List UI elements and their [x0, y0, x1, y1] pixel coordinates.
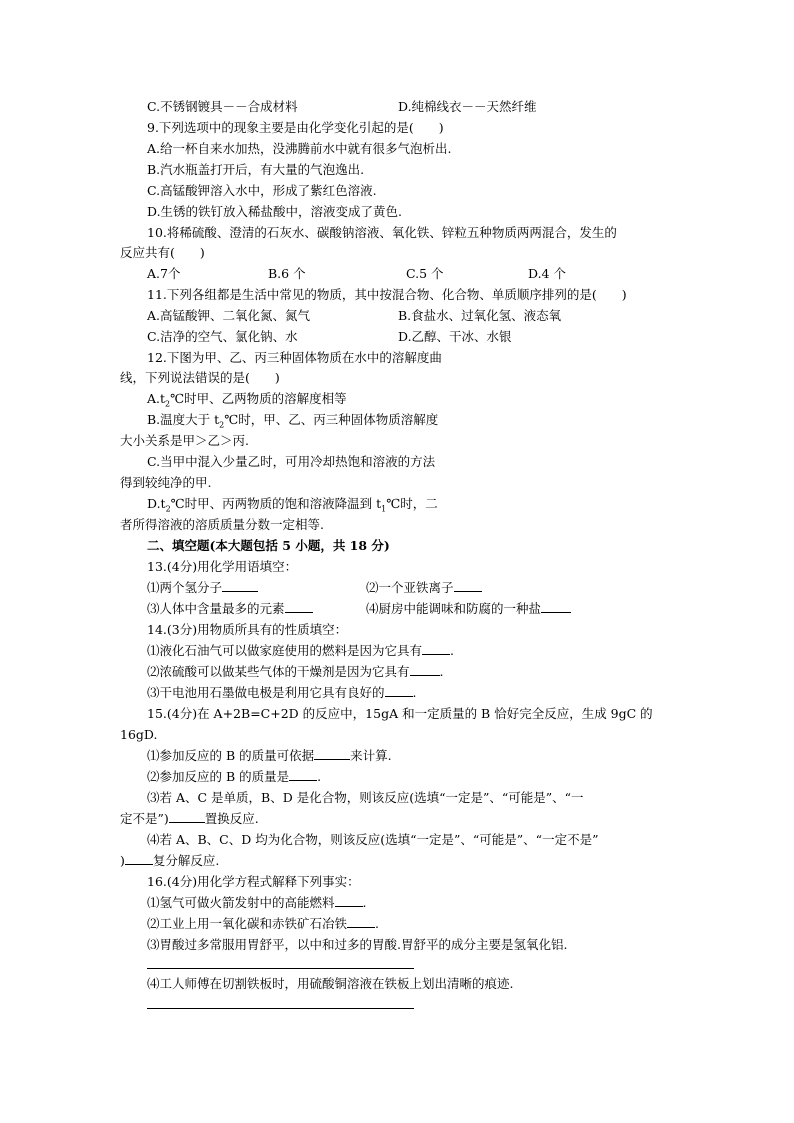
q12-stem-cont: 线，下列说法错误的是( ) — [120, 370, 280, 385]
answer-line[interactable] — [147, 1008, 414, 1009]
q14-part-1: ⑴液化石油气可以做家庭使用的燃料是因为它具有 . — [147, 643, 454, 658]
q14-stem: 14.(3分)用物质所具有的性质填空： — [147, 622, 348, 637]
q13-part-1: ⑴两个氢分子 — [147, 580, 258, 596]
answer-blank[interactable] — [314, 748, 350, 760]
answer-blank[interactable] — [289, 769, 317, 781]
q15-stem: 15.(4分)在 A+2B=C+2D 的反应中，15gA 和一定质量的 B 恰好完全反应，生成 9gC 的 — [147, 706, 653, 721]
q11-option-c: C.洁净的空气、氯化钠、水 — [147, 329, 298, 344]
q13-stem: 13.(4分)用化学用语填空： — [147, 559, 298, 574]
q15-part-3: ⑶若 A、C 是单质，B、D 是化合物，则该反应(选填“一定是”、“可能是”、“一 — [147, 790, 584, 805]
q13-part-2: ⑵一个亚铁离子 — [366, 580, 482, 596]
answer-blank[interactable] — [541, 601, 571, 613]
answer-blank[interactable] — [422, 643, 450, 655]
q10-stem: 10.将稀硫酸、澄清的石灰水、碳酸钠溶液、氧化铁、锌粒五种物质两两混合，发生的 — [147, 225, 617, 240]
q13-part-3: ⑶人体中含量最多的元素 — [147, 601, 313, 617]
q15-part-2: ⑵参加反应的 B 的质量是 . — [147, 769, 322, 784]
q16-part-2: ⑵工业上用一氧化碳和赤铁矿石冶铁 . — [147, 916, 379, 931]
q16-part-1: ⑴氢气可做火箭发射中的高能燃料 . — [147, 895, 367, 910]
q15-stem-cont: 16gD. — [120, 727, 158, 742]
q11-option-d: D.乙醇、干冰、水银 — [398, 329, 512, 344]
answer-blank[interactable] — [454, 580, 482, 592]
answer-blank[interactable] — [222, 580, 258, 592]
q14-part-3: ⑶干电池用石墨做电极是利用它具有良好的 . — [147, 685, 417, 700]
q10-option-d: D.4 个 — [528, 266, 566, 281]
answer-blank[interactable] — [335, 895, 363, 907]
q11-option-b: B.食盐水、过氧化氢、液态氧 — [398, 308, 562, 323]
answer-blank[interactable] — [285, 601, 313, 613]
section-heading: 二、填空题(本大题包括 5 小题，共 18 分) — [147, 538, 390, 553]
answer-blank[interactable] — [125, 853, 153, 865]
q9-option-b: B.汽水瓶盖打开后，有大量的气泡逸出. — [147, 162, 365, 177]
answer-blank[interactable] — [385, 685, 413, 697]
q9-option-c: C.高锰酸钾溶入水中，形成了紫红色溶液. — [147, 183, 377, 198]
q12-option-c: C.当甲中混入少量乙时，可用冷却热饱和溶液的方法 — [147, 454, 436, 469]
answer-blank[interactable] — [347, 916, 375, 928]
q10-option-a: A.7个 — [147, 266, 181, 281]
q12-option-a: $A.t_2℃$时甲、乙两物质的溶解度相等 — [147, 391, 347, 409]
answer-blank[interactable] — [169, 811, 205, 823]
q12-option-b: B.温度大于 $t_2℃$时，甲、乙、丙三种固体物质溶解度 — [147, 412, 439, 430]
q11-stem: 11.下列各组都是生活中常见的物质，其中按混合物、化合物、单质顺序排列的是( ) — [147, 287, 627, 302]
q12-option-d: $D.t_2℃$时甲、丙两物质的饱和溶液降温到 $t_1℃$时，二 — [147, 496, 438, 514]
q9-option-a: A.给一杯自来水加热，没沸腾前水中就有很多气泡析出. — [147, 141, 452, 156]
q10-stem-cont: 反应共有( ) — [120, 245, 205, 260]
q15-part-4: ⑷若 A、B、C、D 均为化合物，则该反应(选填“一定是”、“可能是”、“一定不是” — [147, 832, 599, 847]
q10-option-b: B.6 个 — [268, 266, 306, 281]
q10-option-c: C.5 个 — [406, 266, 444, 281]
q11-option-a: A.高锰酸钾、二氧化氮、氮气 — [147, 308, 311, 323]
answer-line[interactable] — [147, 968, 414, 969]
q8-option-c: C.不锈钢镀具－－合成材料 — [147, 99, 298, 114]
q12-stem: 12.下图为甲、乙、丙三种固体物质在水中的溶解度曲 — [147, 350, 442, 365]
q9-stem: 9.下列选项中的现象主要是由化学变化引起的是( ) — [147, 120, 444, 135]
q15-part-1: ⑴参加反应的 B 的质量可依据 来计算. — [147, 748, 392, 763]
q12-option-b-cont: 大小关系是甲＞乙＞丙. — [120, 433, 249, 448]
q13-part-4: ⑷厨房中能调味和防腐的一种盐 — [366, 601, 571, 617]
q16-part-4: ⑷工人师傅在切割铁板时，用硫酸铜溶液在铁板上划出清晰的痕迹. — [147, 976, 514, 991]
q16-part-3: ⑶胃酸过多常服用胃舒平，以中和过多的胃酸.胃舒平的成分主要是氢氧化铝. — [147, 937, 568, 952]
q14-part-2: ⑵浓硫酸可以做某些气体的干燥剂是因为它具有 . — [147, 664, 444, 679]
q12-option-c-cont: 得到较纯净的甲. — [120, 475, 212, 490]
q8-option-d: D.纯棉线衣－－天然纤维 — [398, 99, 537, 114]
q15-part-4-cont: ) 复分解反应. — [120, 853, 220, 868]
q9-option-d: D.生锈的铁钉放入稀盐酸中，溶液变成了黄色. — [147, 204, 403, 219]
q16-stem: 16.(4分)用化学方程式解释下列事实： — [147, 874, 360, 889]
q12-option-d-cont: 者所得溶液的溶质质量分数一定相等. — [120, 517, 324, 532]
q15-part-3-cont: 定不是”) 置换反应. — [120, 811, 259, 826]
answer-blank[interactable] — [410, 664, 440, 676]
